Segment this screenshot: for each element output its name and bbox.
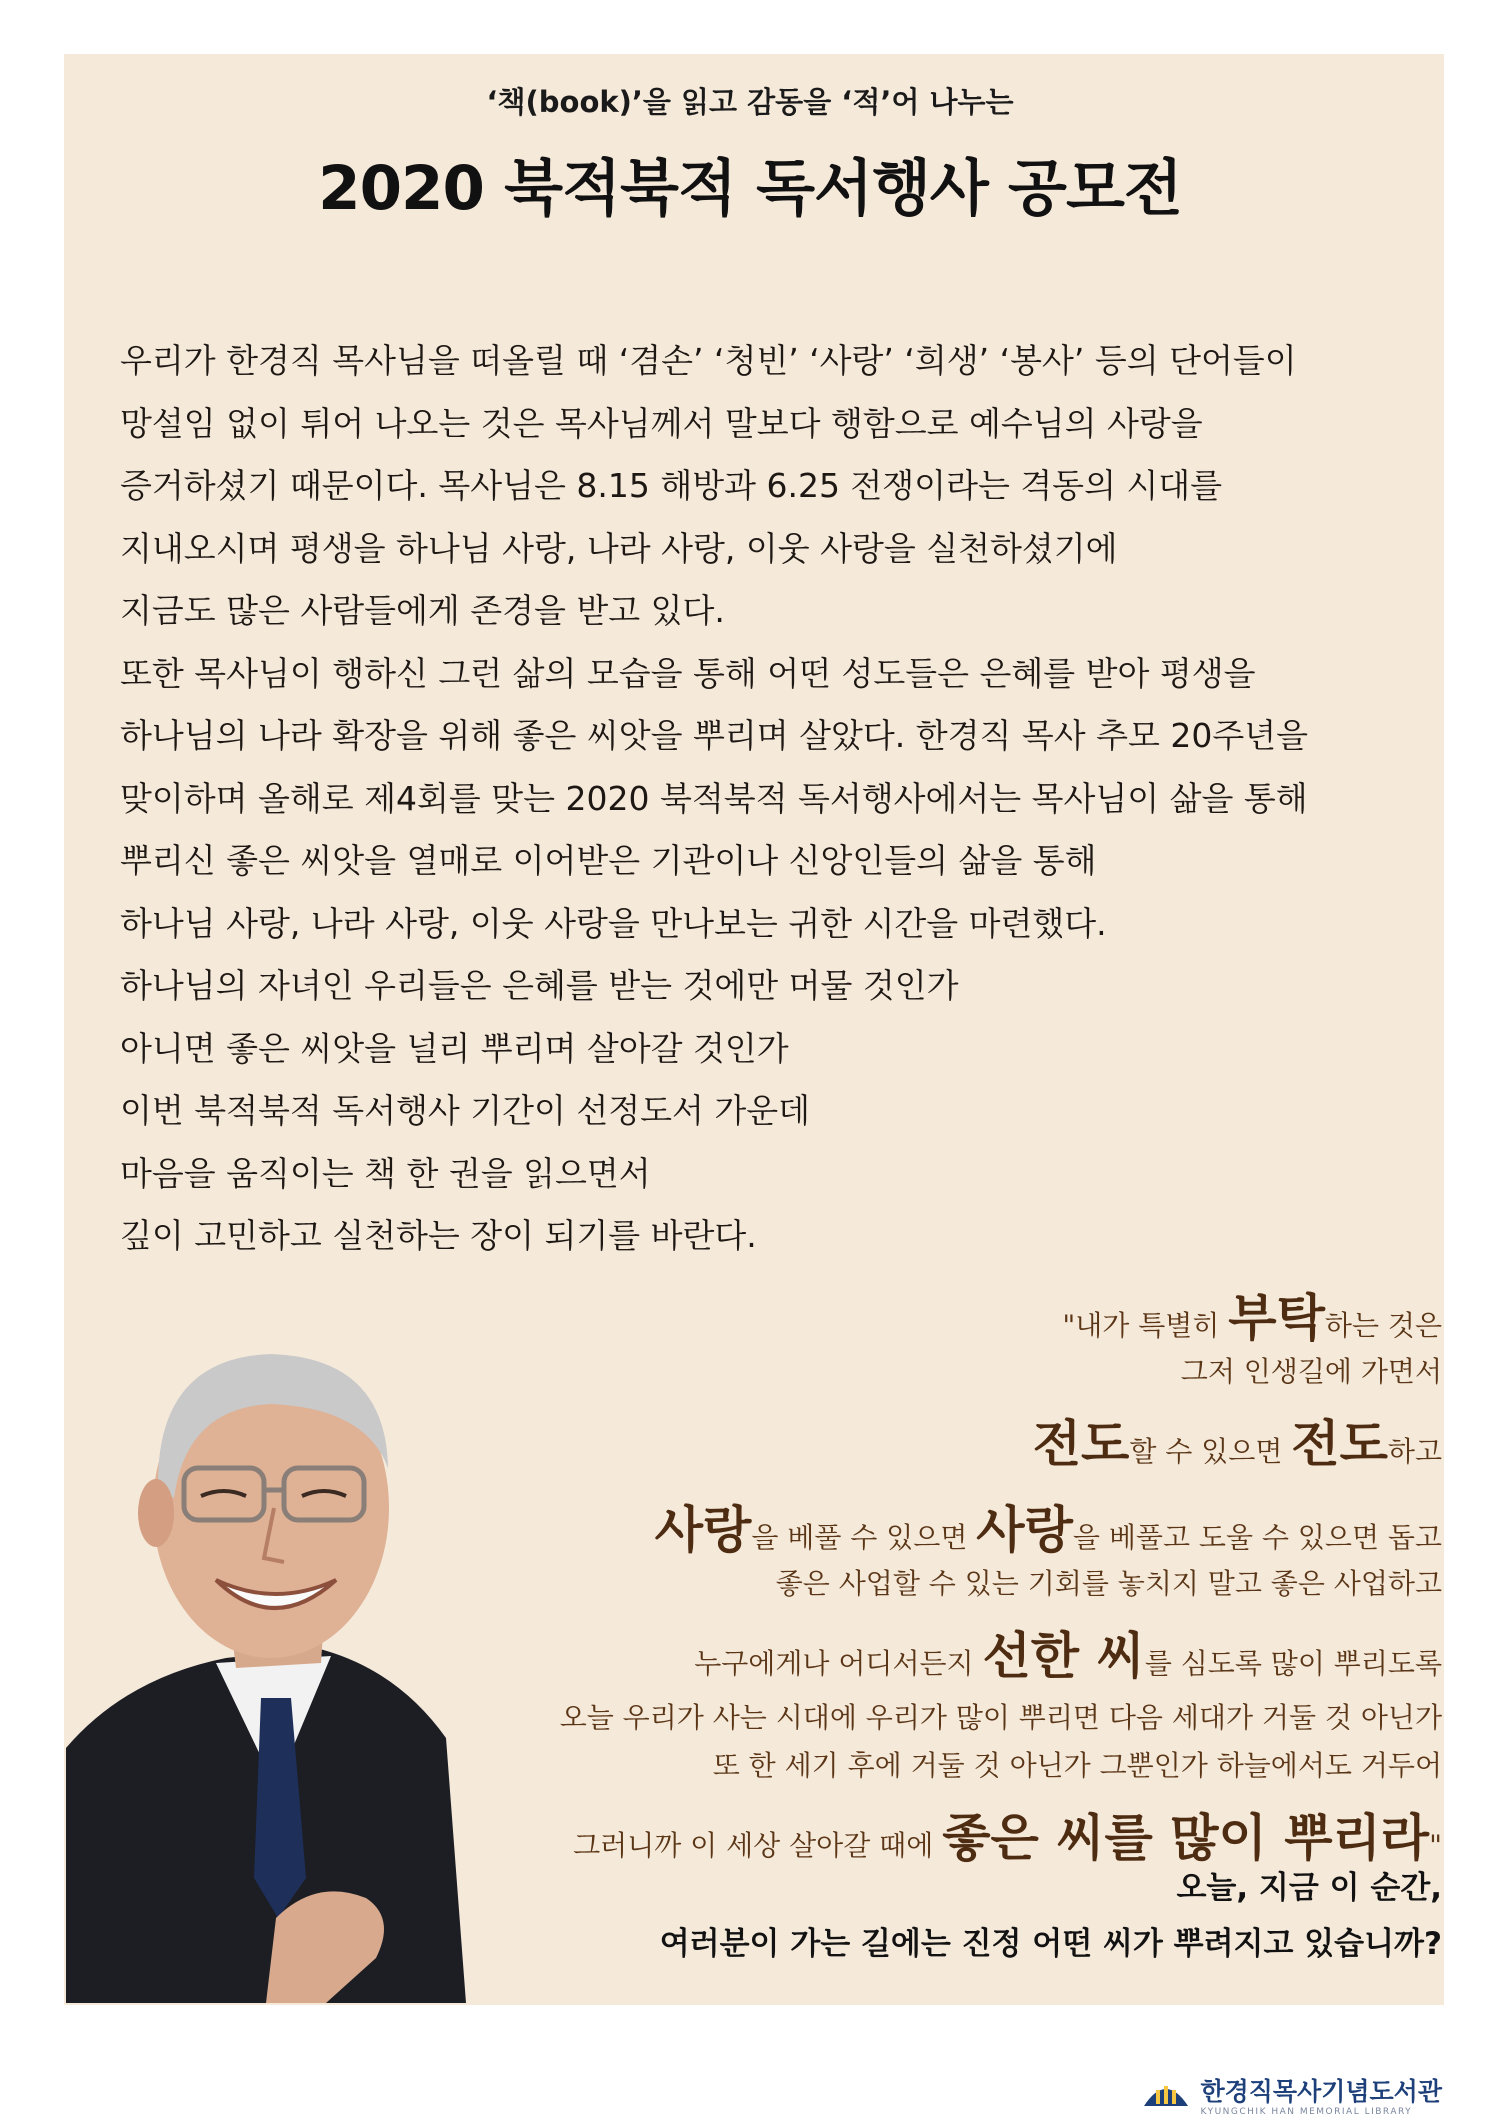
quote-block xyxy=(442,1278,1442,1870)
quote-emphasis: 전도 xyxy=(1032,1414,1130,1473)
body-line: 맞이하며 올해로 제4회를 맞는 2020 북적북적 독서행사에서는 목사님이 삶을 통해 xyxy=(120,778,1308,818)
quote-text: 하는 것은 xyxy=(1324,1309,1442,1342)
body-line: 하나님의 자녀인 우리들은 은혜를 받는 것에만 머물 것인가 xyxy=(120,966,959,1005)
quote-emphasis: 좋은 씨를 많이 뿌리라 xyxy=(942,1808,1430,1867)
body-line: 이번 북적북적 독서행사 기간이 선정도서 가운데 xyxy=(120,1091,811,1130)
quote-text: 누구에게나 어디서든지 xyxy=(694,1647,983,1680)
body-line: 우리가 한경직 목사님을 떠올릴 때 ‘겸손’ ‘청빈’ ‘사랑’ ‘희생’ ‘봉사’ 등의 단어들이 xyxy=(120,341,1297,380)
library-logo xyxy=(1142,2078,1442,2122)
body-line: 망설임 없이 튀어 나오는 것은 목사님께서 말보다 행함으로 예수님의 사랑을 xyxy=(120,403,1203,443)
quote-text: 그러니까 이 세상 살아갈 때에 xyxy=(573,1829,943,1862)
poster-title: 2020 북적북적 독서행사 공모전 xyxy=(318,153,1182,224)
closing-line: 여러분이 가는 길에는 진정 어떤 씨가 뿌려지고 있습니까? xyxy=(659,1926,1442,1962)
quote-text: 오늘 우리가 사는 시대에 우리가 많이 뿌리면 다음 세대가 거둘 것 아닌가 xyxy=(559,1701,1442,1734)
closing-line: 오늘, 지금 이 순간, xyxy=(1176,1870,1442,1906)
quote-emphasis: 사랑 xyxy=(654,1500,752,1559)
quote-line xyxy=(442,1616,1442,1688)
quote-text: 그저 인생길에 가면서 xyxy=(1180,1355,1442,1388)
body-line: 뿌리신 좋은 씨앗을 열매로 이어받은 기관이나 신앙인들의 삶을 통해 xyxy=(120,841,1097,880)
quote-text: "내가 특별히 xyxy=(1062,1309,1229,1342)
body-paragraph xyxy=(120,330,1410,1268)
quote-emphasis: 선한 씨 xyxy=(982,1626,1145,1685)
quote-text: 또 한 세기 후에 거둘 것 아닌가 그뿐인가 하늘에서도 거두어 xyxy=(712,1749,1442,1782)
pastor-portrait xyxy=(66,1318,466,2003)
body-line: 아니면 좋은 씨앗을 널리 뿌리며 살아갈 것인가 xyxy=(120,1028,789,1068)
body-line: 지내오시며 평생을 하나님 사랑, 나라 사랑, 이웃 사랑을 실천하셨기에 xyxy=(120,528,1118,568)
quote-text: 하고 xyxy=(1387,1435,1442,1468)
library-name-english: KYUNGCHIK HAN MEMORIAL LIBRARY xyxy=(1200,2107,1413,2117)
quote-text: " xyxy=(1429,1829,1442,1862)
body-line: 마음을 움직이는 책 한 권을 읽으면서 xyxy=(120,1153,651,1193)
quote-line xyxy=(442,1278,1442,1350)
quote-emphasis: 사랑 xyxy=(976,1500,1073,1559)
closing-question xyxy=(660,1860,1442,1972)
body-line: 지금도 많은 사람들에게 존경을 받고 있다. xyxy=(120,591,725,630)
quote-line xyxy=(442,1744,1442,1784)
quote-line xyxy=(442,1404,1442,1476)
library-logo-icon xyxy=(1142,2078,1190,2108)
poster-subtitle: ‘책(book)’을 읽고 감동을 ‘적’어 나누는 xyxy=(486,85,1014,119)
quote-text: 을 베풀 수 있으면 xyxy=(751,1521,977,1554)
body-line: 또한 목사님이 행하신 그런 삶의 모습을 통해 어떤 성도들은 은혜를 받아 평생을 xyxy=(120,653,1256,693)
quote-text: 좋은 사업할 수 있는 기회를 놓치지 말고 좋은 사업하고 xyxy=(775,1567,1442,1600)
quote-emphasis: 전도 xyxy=(1291,1414,1388,1473)
body-line: 하나님의 나라 확장을 위해 좋은 씨앗을 뿌리며 살았다. 한경직 목사 추모 20주년을 xyxy=(120,716,1308,755)
quote-line xyxy=(442,1350,1442,1390)
quote-text: 할 수 있으면 xyxy=(1129,1435,1292,1468)
quote-line xyxy=(442,1696,1442,1736)
quote-line xyxy=(442,1490,1442,1562)
quote-text: 을 베풀고 도울 수 있으면 돕고 xyxy=(1072,1521,1442,1554)
quote-text: 를 심도록 많이 뿌리도록 xyxy=(1144,1647,1442,1680)
quote-emphasis: 부탁 xyxy=(1228,1288,1325,1347)
body-line: 증거하셨기 때문이다. 목사님은 8.15 해방과 6.25 전쟁이라는 격동의 시대를 xyxy=(120,466,1223,505)
body-line: 하나님 사랑, 나라 사랑, 이웃 사랑을 만나보는 귀한 시간을 마련했다. xyxy=(120,903,1107,943)
quote-line xyxy=(442,1562,1442,1602)
library-name-korean: 한경직목사기념도서관 xyxy=(1200,2077,1442,2106)
body-line: 깊이 고민하고 실천하는 장이 되기를 바란다. xyxy=(120,1216,757,1255)
